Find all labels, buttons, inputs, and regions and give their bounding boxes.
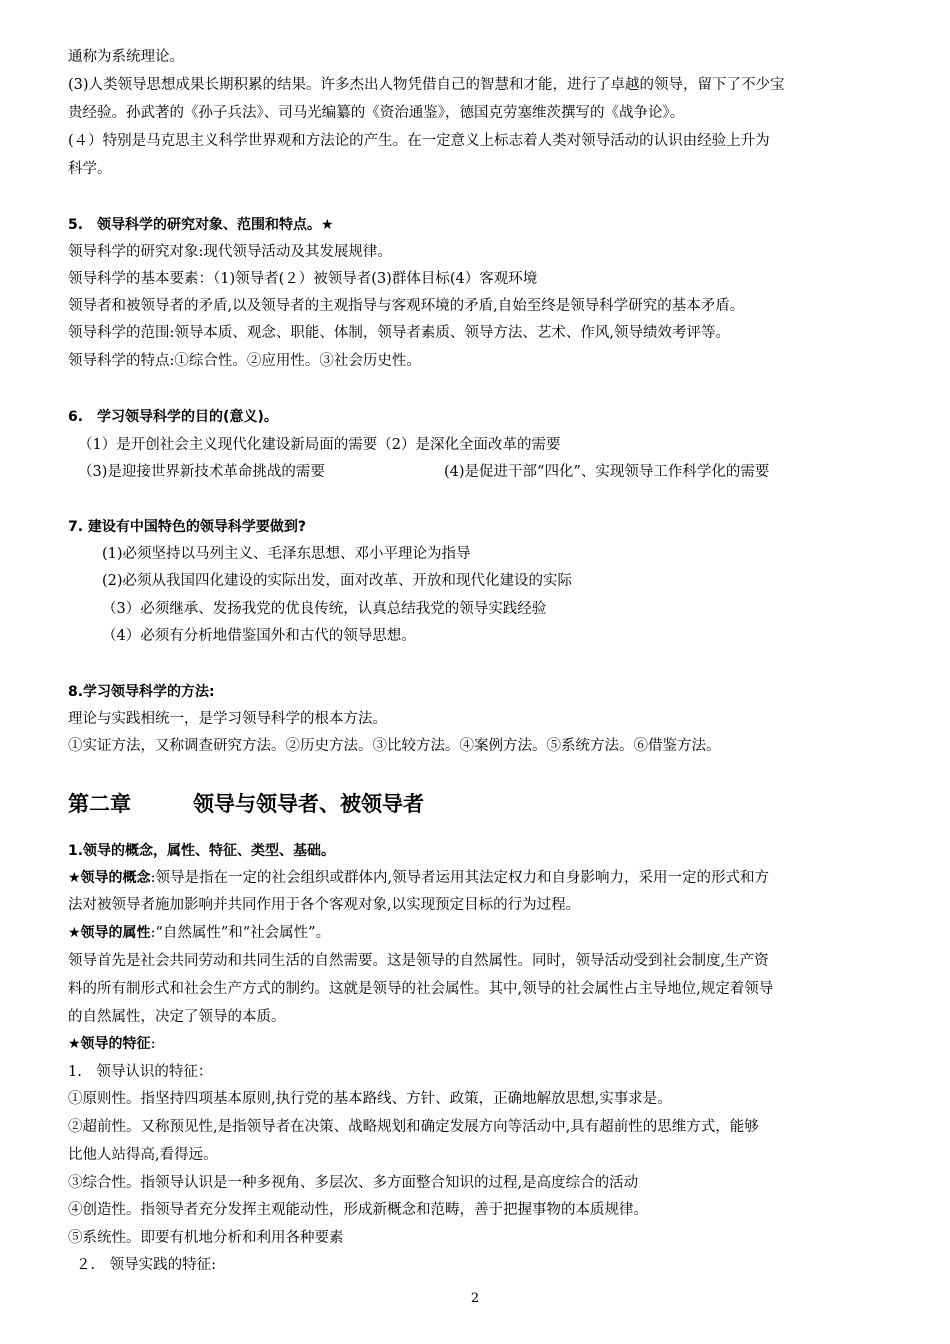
section-7-item: （3）必须继承、发扬我党的优良传统，认真总结我党的领导实践经验 xyxy=(102,601,547,617)
attribute-line xyxy=(68,922,888,944)
chapter-number: 第二章 xyxy=(68,792,131,816)
feature-heading-line xyxy=(68,1033,888,1055)
chapter-name: 领导与领导者、被领导者 xyxy=(193,792,424,816)
concept-line-1 xyxy=(68,867,888,889)
chapter-2-section-1-heading: 1.领导的概念，属性、特征、类型、基础。 xyxy=(68,843,336,859)
intro-line-1: 通称为系统理论。 xyxy=(68,49,184,65)
feature-1-item: ①原则性。指坚持四项基本原则,执行党的基本路线、方针、政策，正确地解放思想,实事求是。 xyxy=(68,1091,672,1107)
section-7-heading: 7. 建设有中国特色的领导科学要做到? xyxy=(68,519,307,535)
attribute-para-line-1: 领导首先是社会共同劳动和共同生活的自然需要。这是领导的自然属性。同时，领导活动受到社会制度,生产资 xyxy=(68,953,769,969)
intro-line-3: 贵经验。孙武著的《孙子兵法》、司马光编纂的《资治通鉴》，德国克劳塞维茨撰写的《战争论》。 xyxy=(68,105,685,121)
section-6-line-1: （1）是开创社会主义现代化建设新局面的需要（2）是深化全面改革的需要 xyxy=(78,437,561,453)
attribute-text: :“自然属性”和“社会属性”。 xyxy=(150,925,331,941)
intro-line-2: (3)人类领导思想成果长期积累的结果。许多杰出人物凭借自己的智慧和才能，进行了卓越的领导，留下了不少宝 xyxy=(68,77,785,93)
feature-1-item: ⑤系统性。即要有机地分析和利用各种要素 xyxy=(68,1230,344,1246)
feature-1-item: ④创造性。指领导者充分发挥主观能动性，形成新概念和范畴，善于把握事物的本质规律。 xyxy=(68,1202,648,1218)
section-7-item: (1)必须坚持以马列主义、毛泽东思想、邓小平理论为指导 xyxy=(102,546,471,562)
concept-line-2: 法对被领导者施加影响并共同作用于各个客观对象,以实现预定目标的行为过程。 xyxy=(68,897,581,913)
section-5-line-5: 领导科学的特点:①综合性。②应用性。③社会历史性。 xyxy=(68,353,421,369)
attribute-label: ★领导的属性 xyxy=(68,925,151,941)
section-5-line-1: 领导科学的研究对象:现代领导活动及其发展规律。 xyxy=(68,244,392,260)
section-6-line-2b: (4)是促进干部“四化”、实现领导工作科学化的需要 xyxy=(444,464,770,480)
feature-1-title: 1. 领导认识的特征： xyxy=(68,1064,213,1080)
section-7-item: (2)必须从我国四化建设的实际出发，面对改革、开放和现代化建设的实际 xyxy=(102,573,573,589)
section-5-line-4: 领导科学的范围:领导本质、观念、职能、体制，领导者素质、领导方法、艺术、作风,领导绩效考评等。 xyxy=(68,325,730,341)
feature-1-item: ②超前性。又称预见性,是指领导者在决策、战略规划和确定发展方向等活动中,具有超前性的思维方式，能够 xyxy=(68,1119,759,1135)
intro-line-5: 科学。 xyxy=(68,161,112,177)
feature-colon: : xyxy=(150,1036,156,1052)
section-8-line-2: ①实证方法，又称调查研究方法。②历史方法。③比较方法。④案例方法。⑤系统方法。⑥借鉴方法。 xyxy=(68,738,721,754)
section-5-line-3: 领导者和被领导者的矛盾,以及领导者的主观指导与客观环境的矛盾,自始至终是领导科学研究的基本矛盾。 xyxy=(68,298,745,314)
concept-text: :领导是指在一定的社会组织或群体内,领导者运用其法定权力和自身影响力，采用一定的形式和方 xyxy=(150,870,770,886)
section-6-heading: 6. 学习领导科学的目的(意义)。 xyxy=(68,409,278,425)
feature-1-item: ③综合性。指领导认识是一种多视角、多层次、多方面整合知识的过程,是高度综合的活动 xyxy=(68,1175,639,1191)
intro-line-4: (４）特别是马克思主义科学世界观和方法论的产生。在一定意义上标志着人类对领导活动的认识由经验上升为 xyxy=(68,133,770,149)
page-number: 2 xyxy=(470,1291,480,1306)
feature-2-title: ２. 领导实践的特征: xyxy=(76,1257,216,1273)
attribute-para-line-3: 的自然属性，决定了领导的本质。 xyxy=(68,1009,286,1025)
section-8-line-1: 理论与实践相统一，是学习领导科学的根本方法。 xyxy=(68,711,387,727)
section-5-line-2: 领导科学的基本要素：（1)领导者(２）被领导者(3)群体目标(4）客观环境 xyxy=(68,271,538,287)
chapter-title xyxy=(68,790,424,818)
concept-label: ★领导的概念 xyxy=(68,870,151,886)
section-6-line-2a: （3)是迎接世界新技术革命挑战的需要 xyxy=(78,464,325,480)
feature-1-item-continued: 比他人站得高,看得远。 xyxy=(68,1147,218,1163)
attribute-para-line-2: 料的所有制形式和社会生产方式的制约。这就是领导的社会属性。其中,领导的社会属性占主导地位,规定着领导 xyxy=(68,981,774,997)
feature-label: ★领导的特征 xyxy=(68,1036,151,1052)
section-7-item: （4）必须有分析地借鉴国外和古代的领导思想。 xyxy=(102,628,416,644)
section-8-heading: 8.学习领导科学的方法: xyxy=(68,684,215,700)
section-5-heading: 5. 领导科学的研究对象、范围和特点。★ xyxy=(68,217,334,233)
